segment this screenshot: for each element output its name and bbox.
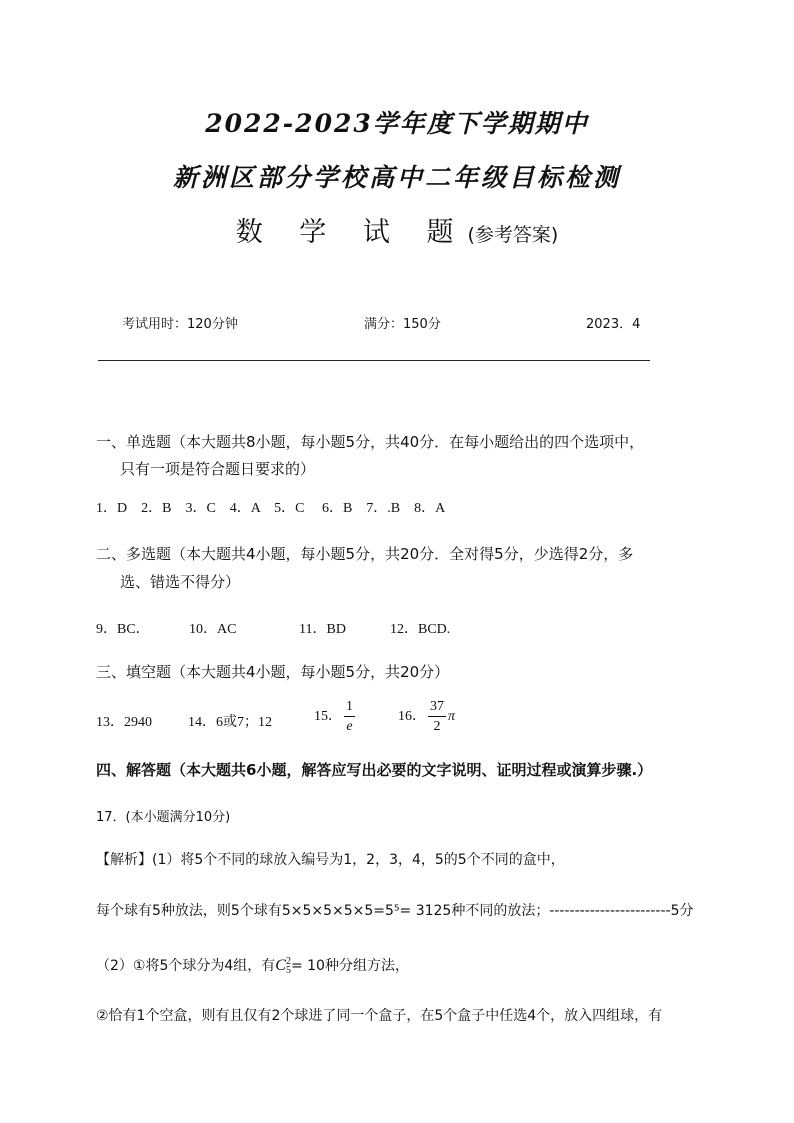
answer-16-label: 16． — [398, 709, 426, 725]
fraction-37-over-2 — [428, 700, 446, 734]
section4-heading: 四、解答题（本大题共6小题，解答应写出必要的文字说明、证明过程或演算步骤.） — [96, 761, 653, 779]
full-score: 满分：150分 — [364, 317, 441, 332]
exam-time: 考试用时：120分钟 — [122, 317, 238, 332]
exam-date: 2023．4 — [586, 317, 641, 332]
title-sub: (参考答案) — [467, 224, 559, 246]
combination-symbol: C — [275, 957, 286, 974]
fraction-numerator: 1 — [344, 700, 355, 717]
q17-line1: 【解析】(1）将5个不同的球放入编号为1，2，3，4，5的5个不同的盒中， — [96, 852, 565, 868]
fraction-denominator: e — [346, 719, 353, 734]
answer-9: 9．BC． — [96, 622, 150, 637]
answer-13: 13．2940 — [96, 715, 152, 730]
answer-11: 11．BD — [299, 622, 346, 637]
section1-heading-line1: 一、单选题（本大题共8小题，每小题5分，共40分．在每小题给出的四个选项中， — [96, 433, 645, 451]
q17-line2: 每个球有5种放法，则5个球有5×5×5×5×5=5⁵= 3125种不同的放法；------------------------5分 — [96, 903, 694, 919]
section2-heading-line2: 选、错选不得分） — [120, 573, 241, 591]
section1-answers: 1．D 2．B 3．C 4．A 5．C 6．B 7．.B 8．A — [96, 501, 446, 516]
section1-heading-line2: 只有一项是符合题日要求的） — [120, 460, 316, 478]
q17-title: 17．(本小题满分10分) — [96, 810, 231, 825]
section2-heading-line1: 二、多选题（本大题共4小题，每小题5分，共20分．全对得5分，少选得2分，多 — [96, 545, 634, 563]
header-line-2: 新洲区部分学校高中二年级目标检测 — [172, 163, 621, 192]
combination-subscript: 5 — [285, 965, 291, 976]
title-main: 数 学 试 题 — [235, 217, 468, 248]
answer-12: 12．BCD. — [390, 622, 451, 637]
answer-15 — [314, 700, 357, 734]
header-line-1: 2022-2023学年度下学期期中 — [205, 109, 589, 138]
header-divider — [98, 360, 650, 361]
answer-15-label: 15． — [314, 709, 342, 725]
fraction-denominator: 2 — [433, 719, 441, 734]
q17-line3-suffix: = 10种分组方法， — [290, 958, 409, 974]
q17-line3 — [96, 955, 409, 975]
q17-line3-prefix: （2）①将5个球分为4组，有 — [96, 958, 276, 974]
q17-line4: ②恰有1个空盒，则有且仅有2个球进了同一个盒子，在5个盒子中任选4个，放入四组球，有 — [96, 1008, 663, 1024]
page-title — [0, 210, 794, 249]
answer-10: 10．AC — [189, 622, 237, 637]
fraction-numerator: 37 — [428, 700, 446, 717]
section3-heading: 三、填空题（本大题共4小题，每小题5分，共20分） — [96, 663, 450, 681]
pi-symbol: π — [448, 709, 456, 725]
answer-16 — [398, 700, 455, 734]
answer-14: 14．6或7；12 — [188, 715, 272, 730]
fraction-1-over-e — [344, 700, 355, 734]
combination-superscript: 2 — [285, 956, 291, 967]
